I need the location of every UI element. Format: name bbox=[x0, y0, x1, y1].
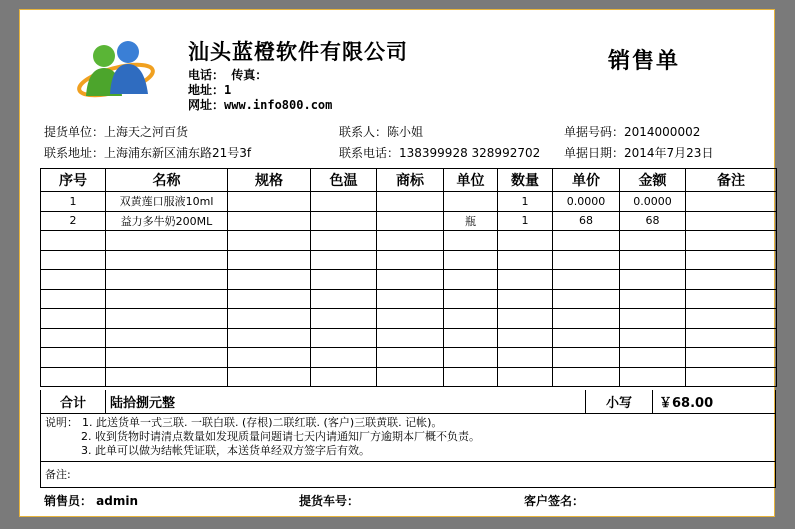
cell-brand bbox=[377, 231, 444, 251]
cell-index: 1 bbox=[41, 192, 106, 212]
cell-brand bbox=[377, 250, 444, 270]
cell-index bbox=[41, 270, 106, 290]
cell-spec bbox=[228, 348, 311, 368]
cell-amount: 0.0000 bbox=[620, 192, 686, 212]
cell-remark bbox=[686, 367, 777, 387]
cell-quantity bbox=[498, 367, 553, 387]
cell-spec bbox=[228, 192, 311, 212]
header-price: 单价 bbox=[553, 169, 620, 192]
table-header-row bbox=[41, 169, 777, 192]
cell-brand bbox=[377, 309, 444, 329]
cell-name bbox=[106, 328, 228, 348]
cell-price bbox=[553, 367, 620, 387]
cell-name bbox=[106, 367, 228, 387]
cell-color-temp bbox=[311, 348, 377, 368]
header-index: 序号 bbox=[41, 169, 106, 192]
table-row bbox=[41, 348, 777, 368]
total-label: 合计 bbox=[41, 390, 106, 413]
table-row bbox=[41, 231, 777, 251]
cell-price bbox=[553, 289, 620, 309]
sales-document bbox=[19, 9, 775, 517]
remark-field: 备注: bbox=[40, 462, 776, 488]
cell-color-temp bbox=[311, 192, 377, 212]
cell-brand bbox=[377, 367, 444, 387]
table-row bbox=[41, 289, 777, 309]
cell-amount bbox=[620, 270, 686, 290]
cell-spec bbox=[228, 250, 311, 270]
cell-index: 2 bbox=[41, 211, 106, 231]
cell-index bbox=[41, 289, 106, 309]
cell-remark bbox=[686, 211, 777, 231]
cell-color-temp bbox=[311, 250, 377, 270]
cell-brand bbox=[377, 289, 444, 309]
cell-remark bbox=[686, 289, 777, 309]
table-row bbox=[41, 250, 777, 270]
cell-quantity bbox=[498, 270, 553, 290]
cell-amount: 68 bbox=[620, 211, 686, 231]
cell-unit bbox=[444, 270, 498, 290]
company-website: 网址：www.info800.com bbox=[188, 98, 333, 112]
totals-row bbox=[40, 390, 776, 414]
cell-quantity bbox=[498, 250, 553, 270]
cell-unit bbox=[444, 250, 498, 270]
table-row bbox=[41, 367, 777, 387]
cell-amount bbox=[620, 231, 686, 251]
cell-unit bbox=[444, 192, 498, 212]
cell-unit bbox=[444, 348, 498, 368]
notes-box bbox=[40, 414, 776, 462]
cell-amount bbox=[620, 250, 686, 270]
table-row bbox=[41, 309, 777, 329]
header-remark: 备注 bbox=[686, 169, 777, 192]
cell-spec bbox=[228, 309, 311, 329]
cell-color-temp bbox=[311, 211, 377, 231]
cell-spec bbox=[228, 211, 311, 231]
cell-color-temp bbox=[311, 309, 377, 329]
cell-remark bbox=[686, 309, 777, 329]
cell-quantity bbox=[498, 231, 553, 251]
cell-unit: 瓶 bbox=[444, 211, 498, 231]
table-row bbox=[41, 192, 777, 212]
cell-color-temp bbox=[311, 328, 377, 348]
cell-quantity: 1 bbox=[498, 211, 553, 231]
header-color-temp: 色温 bbox=[311, 169, 377, 192]
people-logo-icon bbox=[76, 36, 156, 100]
note-line-1: 1. 此送货单一式三联. 一联白联. (存根)二联红联. (客户)三联黄联. 记帐)。 bbox=[82, 416, 443, 429]
cell-quantity bbox=[498, 348, 553, 368]
cell-quantity bbox=[498, 289, 553, 309]
customer-address: 联系地址：上海浦东新区浦东路21号3f bbox=[44, 146, 252, 160]
document-date: 单据日期：2014年7月23日 bbox=[564, 146, 714, 160]
cell-index bbox=[41, 348, 106, 368]
cell-unit bbox=[444, 309, 498, 329]
car-number-label: 提货车号： bbox=[299, 494, 360, 508]
cell-brand bbox=[377, 270, 444, 290]
table-row bbox=[41, 211, 777, 231]
header-spec: 规格 bbox=[228, 169, 311, 192]
cell-price bbox=[553, 309, 620, 329]
cell-remark bbox=[686, 231, 777, 251]
cell-color-temp bbox=[311, 367, 377, 387]
header-brand: 商标 bbox=[377, 169, 444, 192]
cell-name bbox=[106, 231, 228, 251]
cell-spec bbox=[228, 367, 311, 387]
header-unit: 单位 bbox=[444, 169, 498, 192]
cell-unit bbox=[444, 328, 498, 348]
notes-prefix: 说明： bbox=[45, 416, 78, 429]
cell-price bbox=[553, 328, 620, 348]
company-name: 汕头蓝橙软件有限公司 bbox=[188, 40, 408, 64]
cell-amount bbox=[620, 328, 686, 348]
total-amount-uppercase: 陆拾捌元整 bbox=[106, 390, 586, 413]
contact-person: 联系人：陈小姐 bbox=[339, 125, 424, 139]
cell-brand bbox=[377, 192, 444, 212]
cell-quantity bbox=[498, 328, 553, 348]
cell-remark bbox=[686, 270, 777, 290]
header-name: 名称 bbox=[106, 169, 228, 192]
customer-signature-label: 客户签名： bbox=[524, 494, 585, 508]
document-title: 销售单 bbox=[608, 49, 681, 74]
cell-name: 益力多牛奶200ML bbox=[106, 211, 228, 231]
cell-remark bbox=[686, 328, 777, 348]
cell-amount bbox=[620, 309, 686, 329]
customer-unit: 提货单位：上海天之河百货 bbox=[44, 125, 189, 139]
cell-color-temp bbox=[311, 231, 377, 251]
cell-name bbox=[106, 348, 228, 368]
cell-price bbox=[553, 250, 620, 270]
cell-brand bbox=[377, 348, 444, 368]
cell-unit bbox=[444, 231, 498, 251]
table-row bbox=[41, 328, 777, 348]
cell-price bbox=[553, 348, 620, 368]
cell-name bbox=[106, 289, 228, 309]
cell-index bbox=[41, 250, 106, 270]
items-table bbox=[40, 168, 777, 387]
company-address: 地址：1 bbox=[188, 83, 232, 97]
cell-unit bbox=[444, 289, 498, 309]
cell-name: 双黄莲口服液10ml bbox=[106, 192, 228, 212]
company-phone: 电话： 传真： bbox=[188, 68, 268, 82]
document-number: 单据号码：2014000002 bbox=[564, 125, 701, 139]
cell-quantity bbox=[498, 309, 553, 329]
cell-price bbox=[553, 231, 620, 251]
cell-index bbox=[41, 231, 106, 251]
cell-index bbox=[41, 328, 106, 348]
cell-amount bbox=[620, 367, 686, 387]
cell-price bbox=[553, 270, 620, 290]
cell-amount bbox=[620, 289, 686, 309]
note-line-3: 3. 此单可以做为结帐凭证联，本送货单经双方签字后有效。 bbox=[81, 444, 370, 457]
cell-color-temp bbox=[311, 270, 377, 290]
cell-spec bbox=[228, 328, 311, 348]
cell-spec bbox=[228, 289, 311, 309]
cell-price: 68 bbox=[553, 211, 620, 231]
cell-remark bbox=[686, 192, 777, 212]
note-line-2: 2. 收到货物时请清点数量如发现质量问题请七天内请通知厂方逾期本厂概不负责。 bbox=[81, 430, 480, 443]
cell-unit bbox=[444, 367, 498, 387]
cell-name bbox=[106, 250, 228, 270]
salesman-label: 销售员： admin bbox=[44, 494, 139, 508]
cell-color-temp bbox=[311, 289, 377, 309]
cell-price: 0.0000 bbox=[553, 192, 620, 212]
cell-spec bbox=[228, 270, 311, 290]
small-amount-label: 小写 bbox=[586, 390, 653, 413]
contact-phone: 联系电话：138399928 328992702 bbox=[339, 146, 541, 160]
small-amount-value: ￥68.00 bbox=[659, 396, 714, 411]
cell-remark bbox=[686, 348, 777, 368]
cell-name bbox=[106, 309, 228, 329]
cell-index bbox=[41, 367, 106, 387]
cell-quantity: 1 bbox=[498, 192, 553, 212]
cell-spec bbox=[228, 231, 311, 251]
cell-amount bbox=[620, 348, 686, 368]
cell-remark bbox=[686, 250, 777, 270]
cell-index bbox=[41, 309, 106, 329]
header-amount: 金额 bbox=[620, 169, 686, 192]
cell-brand bbox=[377, 211, 444, 231]
cell-brand bbox=[377, 328, 444, 348]
cell-name bbox=[106, 270, 228, 290]
header-quantity: 数量 bbox=[498, 169, 553, 192]
table-row bbox=[41, 270, 777, 290]
